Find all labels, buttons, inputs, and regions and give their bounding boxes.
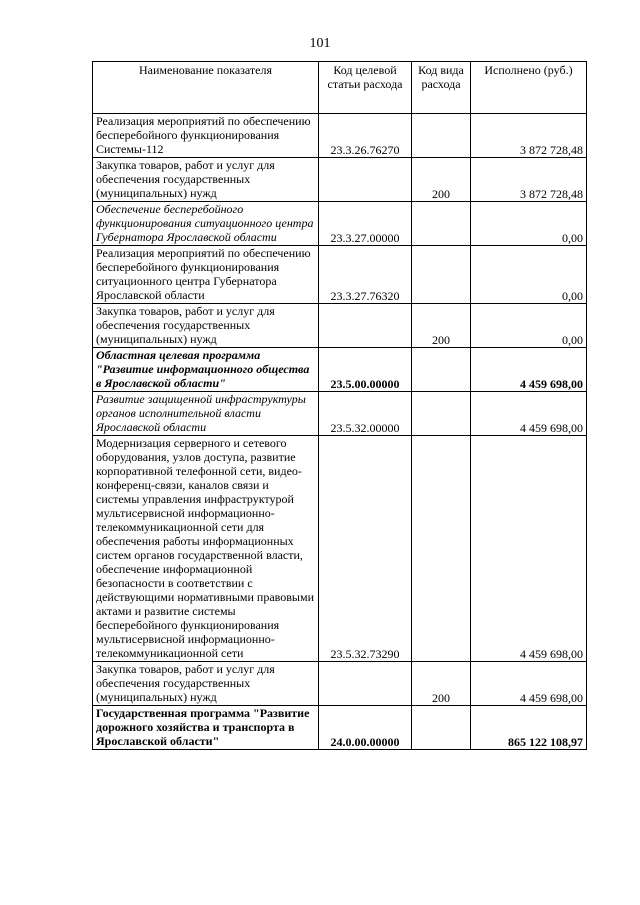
row-amount: 3 872 728,48 — [471, 114, 587, 158]
page-number: 101 — [309, 36, 331, 51]
table-header-row — [93, 62, 587, 114]
row-amount: 0,00 — [471, 246, 587, 304]
row-kind — [412, 114, 471, 158]
row-name: Развитие защищенной инфраструктуры органов исполнительной власти Ярославской области — [93, 392, 319, 436]
row-amount: 0,00 — [471, 202, 587, 246]
row-code: 23.5.32.73290 — [319, 436, 412, 662]
row-name: Государственная программа "Развитие дорожного хозяйства и транспорта в Ярославской области" — [93, 706, 319, 750]
header-amount: Исполнено (руб.) — [471, 62, 587, 114]
row-kind: 200 — [412, 304, 471, 348]
table-row — [93, 304, 587, 348]
row-amount: 865 122 108,97 — [471, 706, 587, 750]
row-code: 23.3.26.76270 — [319, 114, 412, 158]
table-row — [93, 392, 587, 436]
row-name: Закупка товаров, работ и услуг для обеспечения государственных (муниципальных) нужд — [93, 158, 319, 202]
row-code — [319, 304, 412, 348]
row-kind — [412, 706, 471, 750]
row-amount: 4 459 698,00 — [471, 392, 587, 436]
row-kind — [412, 348, 471, 392]
row-code — [319, 662, 412, 706]
table-row — [93, 114, 587, 158]
row-code: 23.3.27.00000 — [319, 202, 412, 246]
row-name: Реализация мероприятий по обеспечению бесперебойного функционирования Системы-112 — [93, 114, 319, 158]
row-kind — [412, 246, 471, 304]
budget-table — [92, 61, 587, 750]
row-code: 23.3.27.76320 — [319, 246, 412, 304]
row-kind — [412, 436, 471, 662]
table-row — [93, 348, 587, 392]
header-code: Код целевой статьи расхода — [319, 62, 412, 114]
row-name: Модернизация серверного и сетевого оборудования, узлов доступа, развитие корпоративной телефонной сети, видео-конференц-связи, каналов связи и системы управления инфраструктурой мультисервисной информационно-телекоммуникационной сети для обеспечения работы информационных систем органов государственной власти, обеспечение информационной безопасности в соответствии с действующими нормативными правовыми актами и развитие системы бесперебойного функционирования мультисервисной информационно-телекоммуникационной сети — [93, 436, 319, 662]
row-code: 24.0.00.00000 — [319, 706, 412, 750]
row-code: 23.5.32.00000 — [319, 392, 412, 436]
row-name: Реализация мероприятий по обеспечению бесперебойного функционирования ситуационного центра Губернатора Ярославской области — [93, 246, 319, 304]
table-row — [93, 202, 587, 246]
table-row — [93, 662, 587, 706]
row-kind — [412, 392, 471, 436]
row-amount: 4 459 698,00 — [471, 662, 587, 706]
row-kind: 200 — [412, 662, 471, 706]
row-amount: 4 459 698,00 — [471, 348, 587, 392]
table-body — [93, 114, 587, 750]
table-row — [93, 436, 587, 662]
header-kind: Код вида расхода — [412, 62, 471, 114]
row-kind: 200 — [412, 158, 471, 202]
row-name: Закупка товаров, работ и услуг для обеспечения государственных (муниципальных) нужд — [93, 662, 319, 706]
row-amount: 4 459 698,00 — [471, 436, 587, 662]
table-row — [93, 158, 587, 202]
row-name: Областная целевая программа "Развитие информационного общества в Ярославской области" — [93, 348, 319, 392]
row-name: Обеспечение бесперебойного функционирования ситуационного центра Губернатора Ярославской области — [93, 202, 319, 246]
table-row — [93, 706, 587, 750]
row-code — [319, 158, 412, 202]
row-amount: 0,00 — [471, 304, 587, 348]
row-amount: 3 872 728,48 — [471, 158, 587, 202]
table-row — [93, 246, 587, 304]
header-name: Наименование показателя — [93, 62, 319, 114]
row-code: 23.5.00.00000 — [319, 348, 412, 392]
row-name: Закупка товаров, работ и услуг для обеспечения государственных (муниципальных) нужд — [93, 304, 319, 348]
row-kind — [412, 202, 471, 246]
